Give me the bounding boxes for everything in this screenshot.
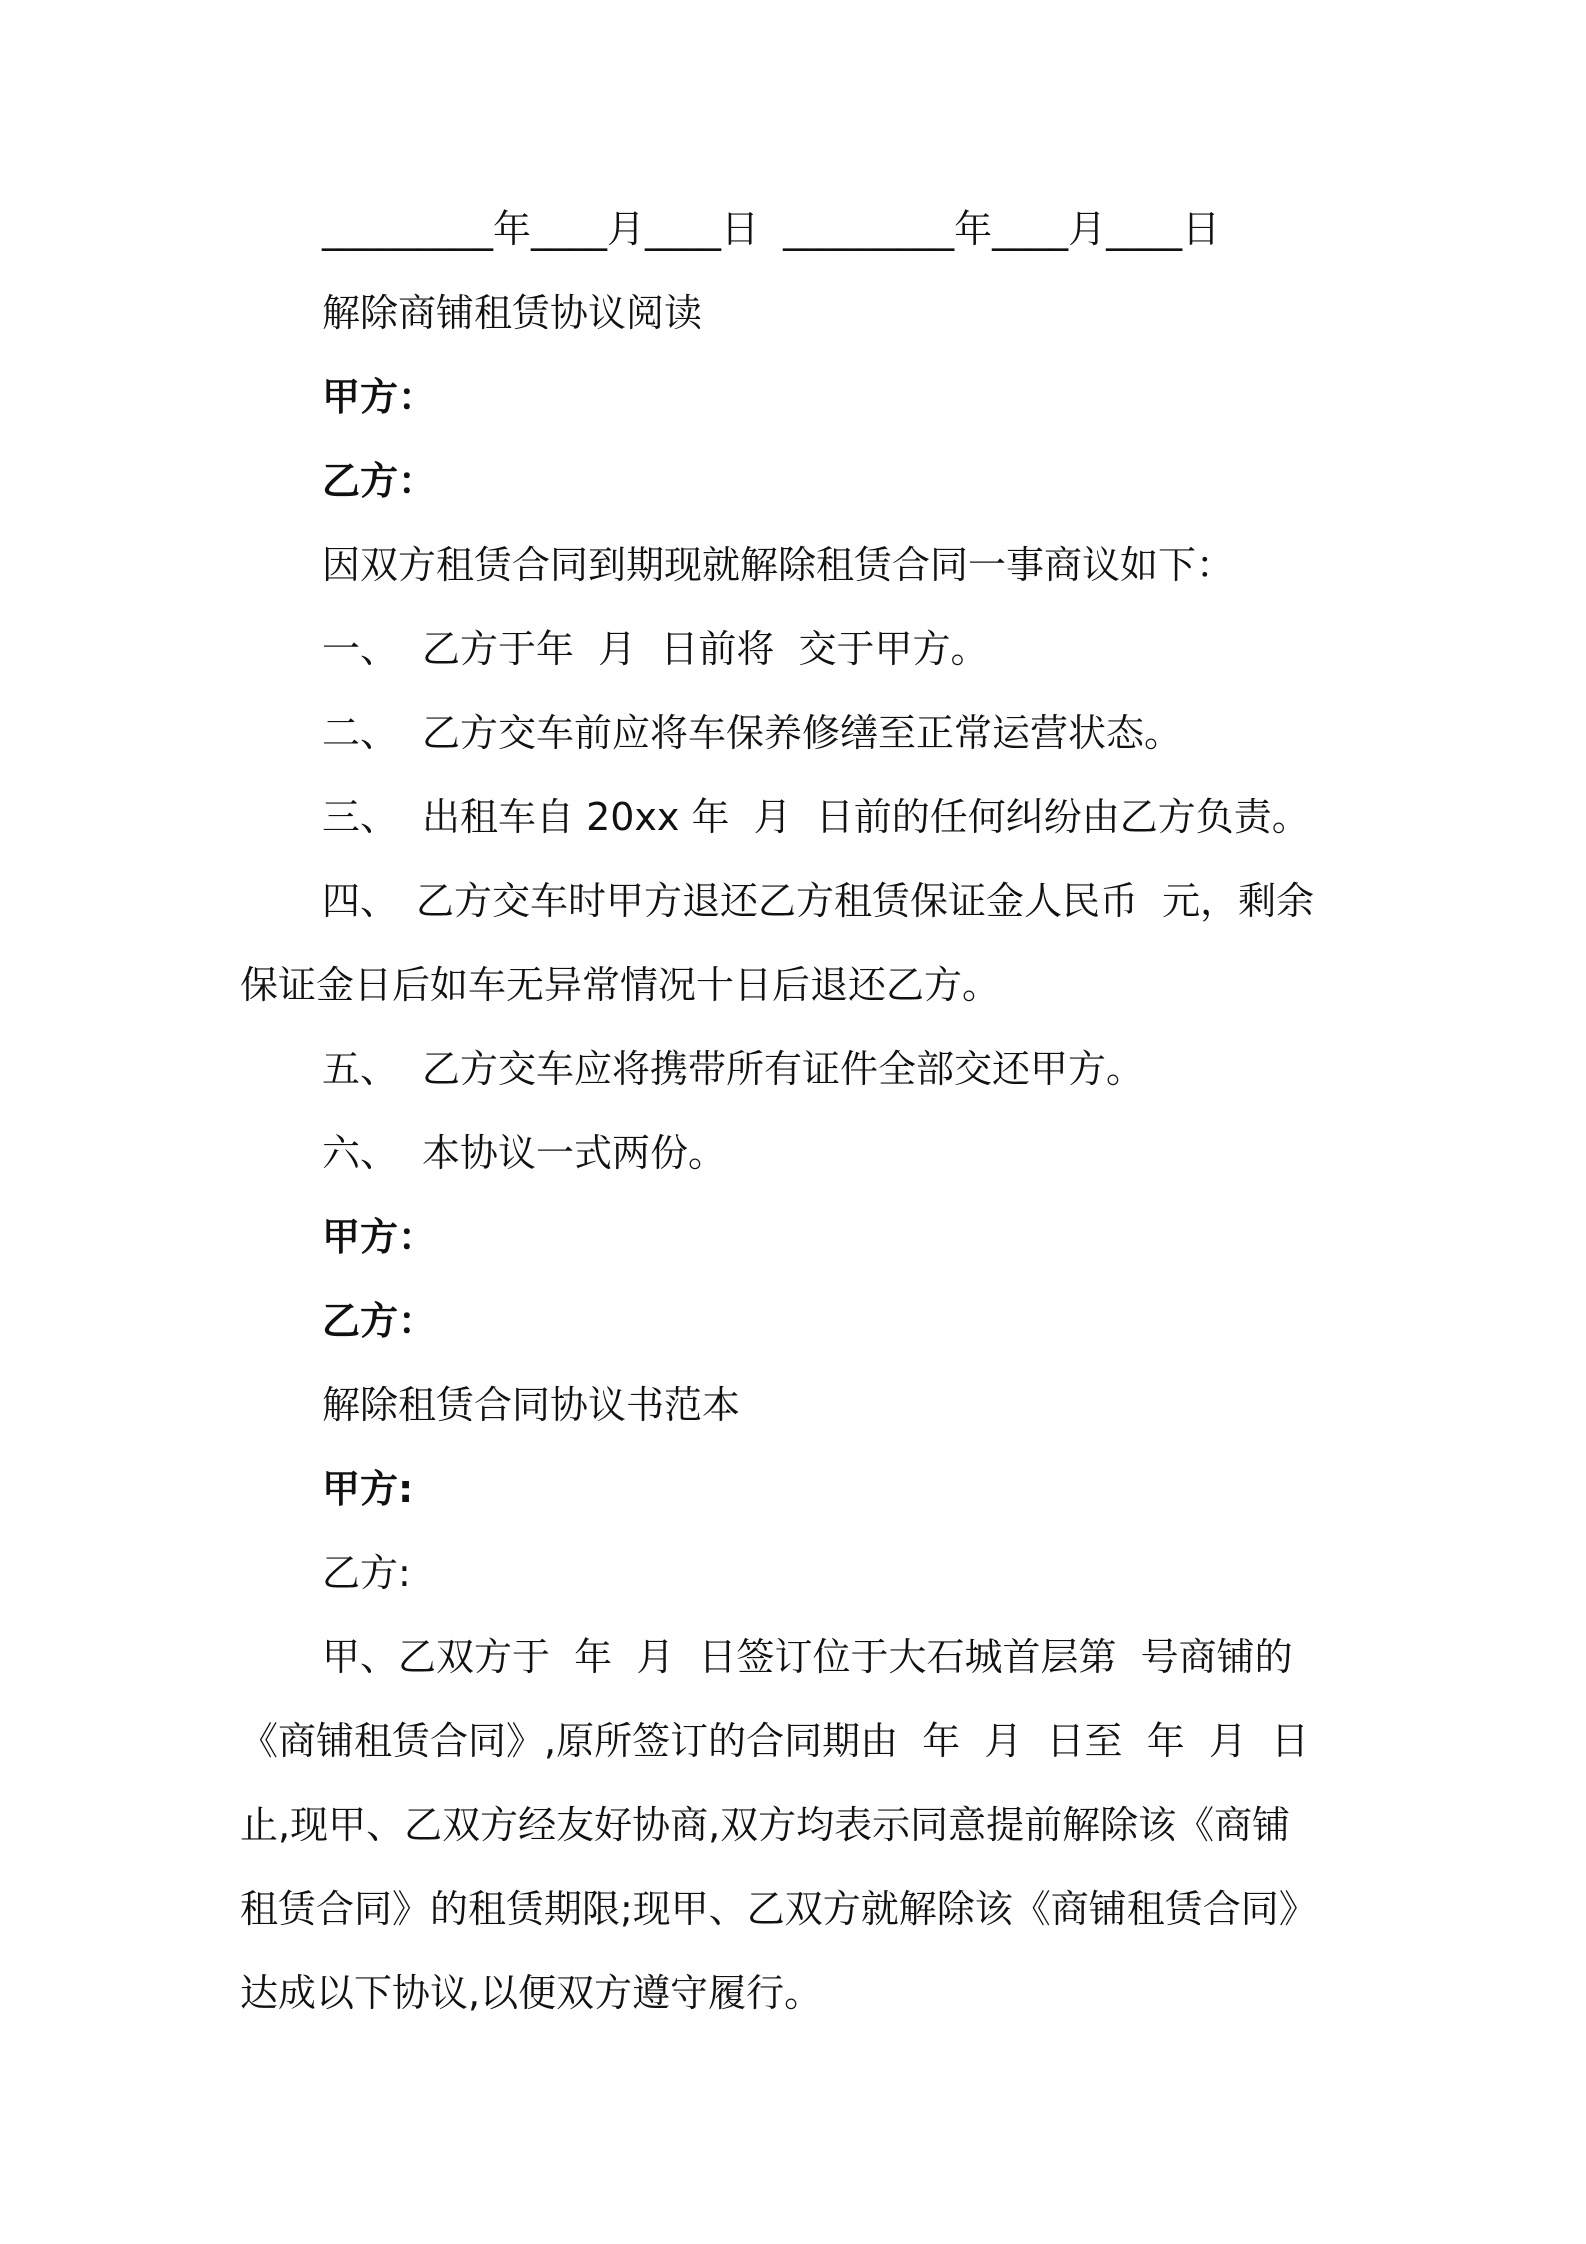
heading-termination-template: 解除租赁合同协议书范本 bbox=[322, 1383, 741, 1427]
body-paragraph-line: 《商铺租赁合同》,原所签订的合同期由 年 月 日至 年 月 日 bbox=[240, 1719, 1310, 1763]
list-item-number: 五、 bbox=[322, 1047, 399, 1091]
body-paragraph-line: 租赁合同》的租赁期限;现甲、乙双方就解除该《商铺租赁合同》 bbox=[240, 1887, 1317, 1931]
list-item bbox=[322, 710, 1362, 756]
party-b-label: 乙方： bbox=[322, 1299, 437, 1343]
list-item-text: 乙方于年 月 日前将 交于甲方。 bbox=[422, 627, 989, 671]
list-item bbox=[322, 794, 1362, 840]
list-item-number: 四、 bbox=[322, 879, 399, 923]
date-line: _________年____月____日 _________年____月____日 bbox=[322, 207, 1221, 251]
party-a-label: 甲方: bbox=[322, 1467, 414, 1511]
list-item-number: 二、 bbox=[322, 711, 399, 755]
party-a-label: 甲方： bbox=[322, 1215, 437, 1259]
list-item-number: 一、 bbox=[322, 627, 399, 671]
list-item-number: 三、 bbox=[322, 795, 399, 839]
intro-text: 因双方租赁合同到期现就解除租赁合同一事商议如下： bbox=[322, 543, 1235, 587]
party-a-label: 甲方： bbox=[322, 375, 437, 419]
party-b-label: 乙方: bbox=[322, 1551, 411, 1595]
body-paragraph-line: 达成以下协议,以便双方遵守履行。 bbox=[240, 1971, 823, 2015]
list-item-text: 乙方交车前应将车保养修缮至正常运营状态。 bbox=[422, 711, 1183, 755]
body-paragraph-line: 甲、乙双方于 年 月 日签订位于大石城首层第 号商铺的 bbox=[322, 1635, 1293, 1679]
list-item-text: 出租车自 20xx 年 月 日前的任何纠纷由乙方负责。 bbox=[422, 795, 1310, 839]
body-paragraph-line: 止,现甲、乙双方经友好协商,双方均表示同意提前解除该《商铺 bbox=[240, 1803, 1291, 1847]
list-item bbox=[322, 1046, 1362, 1092]
list-item bbox=[322, 1130, 1362, 1176]
list-item-text: 乙方交车时甲方退还乙方租赁保证金人民币 元，剩余 bbox=[416, 879, 1315, 923]
list-item bbox=[322, 626, 1362, 672]
party-b-label: 乙方： bbox=[322, 459, 437, 503]
list-item-number: 六、 bbox=[322, 1131, 399, 1175]
list-item-text: 乙方交车应将携带所有证件全部交还甲方。 bbox=[422, 1047, 1145, 1091]
list-item-text: 本协议一式两份。 bbox=[422, 1131, 727, 1175]
list-item-continuation: 保证金日后如车无异常情况十日后退还乙方。 bbox=[240, 963, 1001, 1007]
list-item bbox=[322, 878, 1362, 924]
heading-termination-shop-lease: 解除商铺租赁协议阅读 bbox=[322, 291, 703, 335]
